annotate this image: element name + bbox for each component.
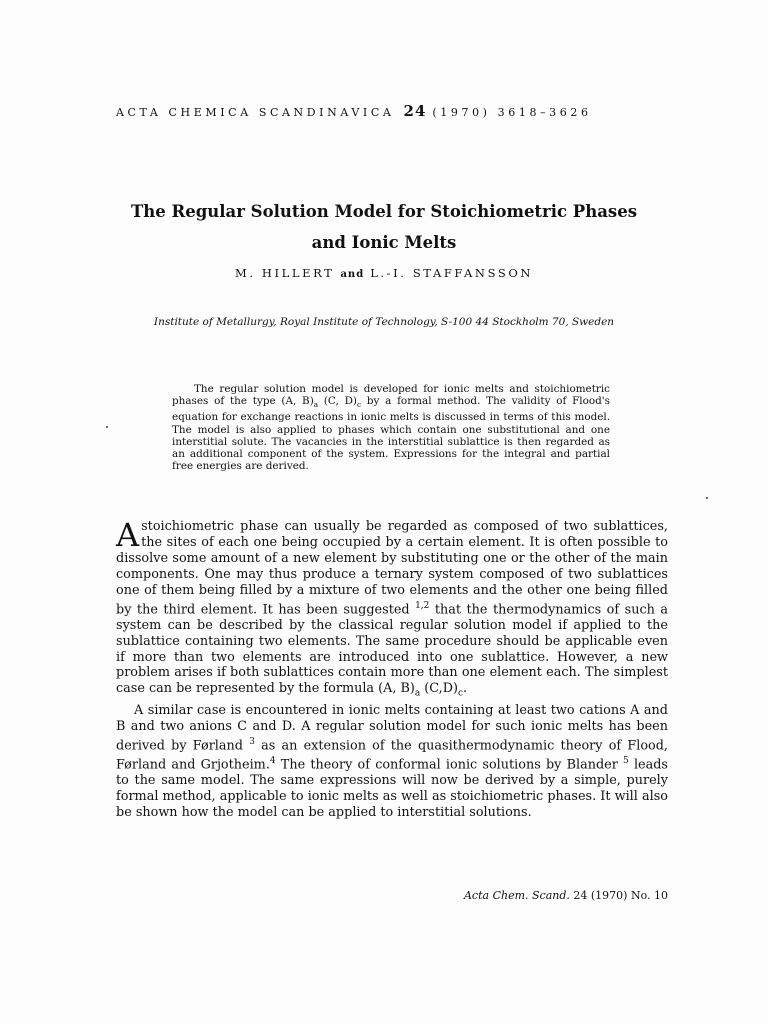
paragraph-2-text-a: A similar case is encountered in ionic melts containing at least two cations A and B and two anions C and D. A regular solution model for such ionic melts has been derived by Førland [116, 702, 668, 753]
footer-issue: 24 (1970) No. 10 [569, 889, 668, 902]
journal-year-pages: (1970) 3618–3626 [432, 106, 592, 119]
paragraph-2-text-d: leads to the same model. The same expressions will now be derived by a simple, purely formal method, applicable to ionic melts as well as stoichiometric phases. It will also be shown how the model can be applied to interstitial solutions. [116, 757, 669, 820]
abstract-text-2: (C, D) [318, 395, 357, 408]
affiliation: Institute of Metallurgy, Royal Institute of Technology, S-100 44 Stockholm 70, Sweden [153, 316, 615, 328]
authors [0, 266, 768, 280]
reference-4: 4 [269, 755, 276, 766]
paragraph-2-text-b: as an extension of the quasithermodynamic theory of Flood, Førland and Grjotheim. [116, 737, 668, 773]
paragraph-1 [116, 516, 668, 703]
subscript-a: a [414, 688, 421, 699]
abstract-subscript-c: c [356, 400, 362, 410]
abstract [172, 383, 610, 473]
abstract-subscript-a: a [313, 400, 319, 410]
paragraph-2 [116, 703, 668, 821]
footer-journal-abbrev: Acta Chem. Scand. [463, 889, 570, 902]
abstract-text-1: The regular solution model is developed for ionic melts and stoichiometric phases of the type (A, B) [172, 383, 610, 408]
reference-3: 3 [249, 736, 255, 747]
reference-5: 5 [623, 755, 629, 766]
page-footer [116, 889, 668, 902]
paragraph-1-text-d: . [462, 681, 468, 697]
paragraph-1-text-b: that the thermodynamics of such a system can be described by the classical regular solution model if applied to the sublattice containing two elements. The same procedure should be applicable even if more than two elements are introduced into one sublattice. However, a new problem arises if both sublattices contain more than one element each. The simplest case can be represented by the formula (A, B) [116, 601, 668, 697]
paragraph-1-text-c: (C,D) [420, 681, 458, 697]
subscript-c: c [457, 688, 463, 699]
drop-cap: A [116, 516, 140, 554]
scan-speck [706, 497, 708, 499]
article-title [0, 196, 768, 258]
scan-speck [106, 426, 108, 428]
reference-1-2: 1,2 [415, 600, 430, 611]
paragraph-1-text-a: stoichiometric phase can usually be regarded as composed of two sublattices, the sites of each one being occupied by a certain element. It is often possible to dissolve some amount of a new element by substituting one or the other of the main components. One may thus produce a ternary system composed of two sublattices one of them being filled by a mixture of two elements and the other one being filled by the third element. It has been suggested [116, 519, 668, 617]
authors-conjunction: and [340, 269, 365, 280]
journal-volume: 24 [403, 102, 427, 120]
body-text [116, 516, 669, 821]
author-2: L.-I. STAFFANSSON [370, 266, 534, 280]
title-line-2: and Ionic Melts [311, 233, 457, 252]
author-1: M. HILLERT [234, 266, 335, 280]
title-line-1: The Regular Solution Model for Stoichiometric Phases [131, 202, 637, 221]
journal-header [116, 102, 668, 120]
paragraph-2-text-c: The theory of conformal ionic solutions by Blander [275, 757, 624, 773]
abstract-text-3: by a formal method. The validity of Flood's equation for exchange reactions in ionic melts is discussed in terms of this model. The model is also applied to phases which contain one substitutional and one interstitial solute. The vacancies in the interstitial sublattice is then regarded as an additional component of the system. Expressions for the integral and partial free energies are derived. [172, 395, 610, 473]
journal-name: ACTA CHEMICA SCANDINAVICA [116, 106, 395, 119]
